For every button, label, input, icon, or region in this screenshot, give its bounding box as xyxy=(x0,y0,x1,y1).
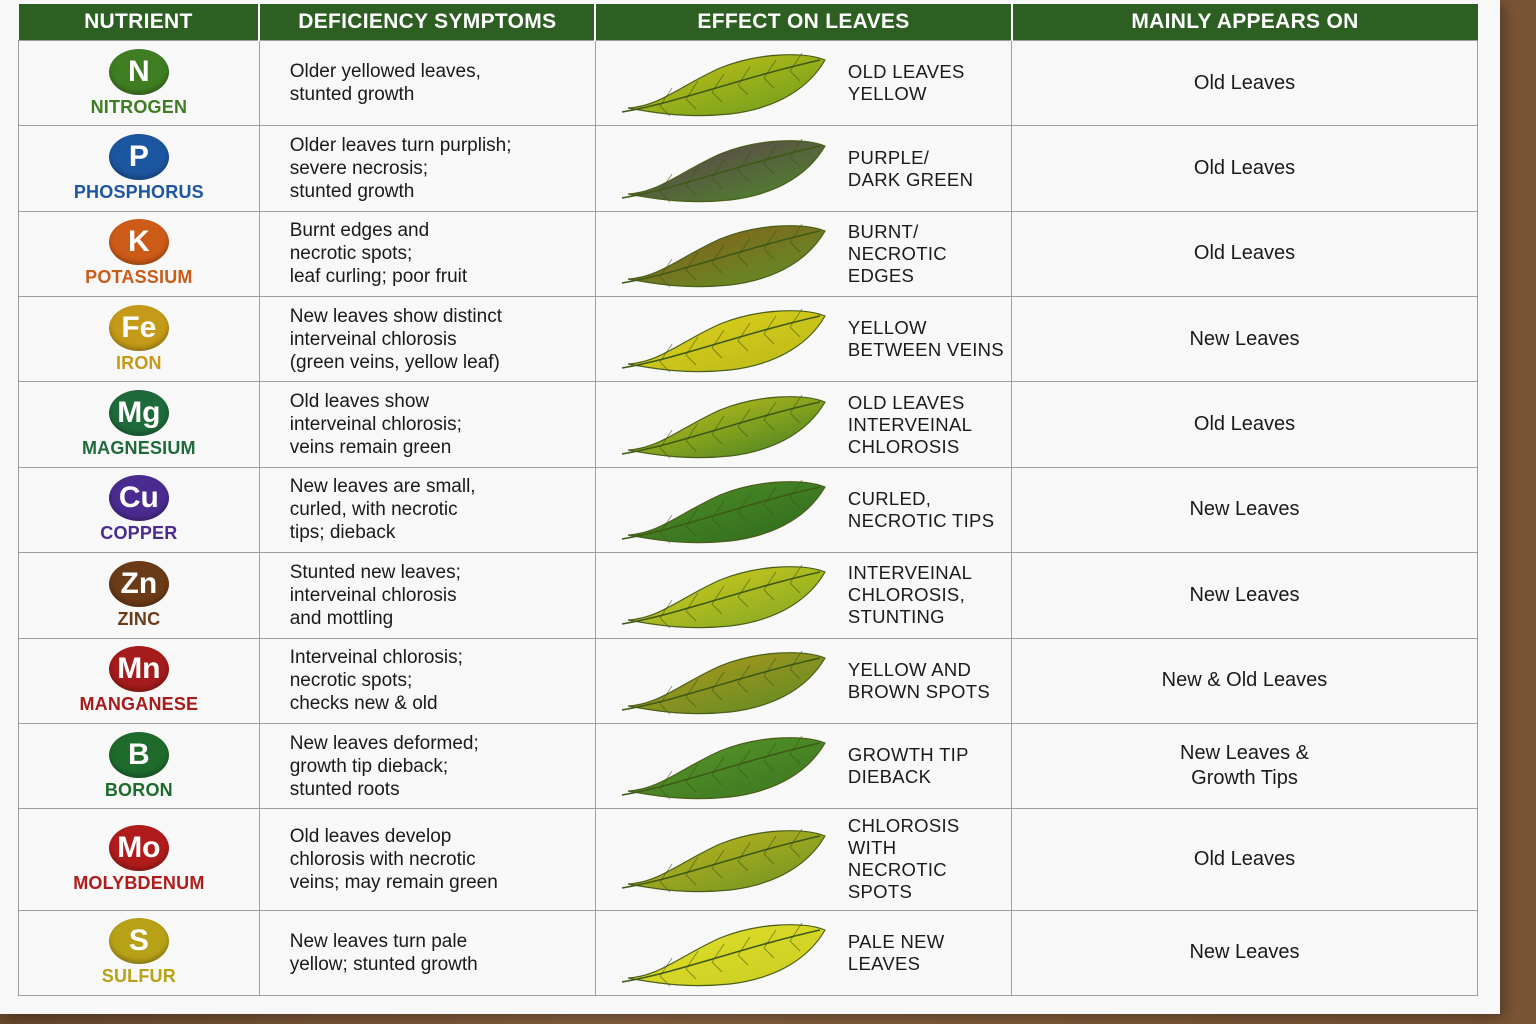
element-symbol-badge: Zn xyxy=(109,561,169,607)
effect-on-leaves-cell xyxy=(595,297,1011,382)
symptom-line: Burnt edges and xyxy=(289,220,430,242)
effect-line: YELLOW xyxy=(847,83,927,105)
effect-line: PURPLE/ xyxy=(847,146,930,168)
appears-on-line: Old Leaves xyxy=(1193,847,1296,870)
nutrient-name: MOLYBDENUM xyxy=(73,872,205,893)
symptom-line: interveinal chlorosis; xyxy=(289,414,462,436)
effect-description xyxy=(848,815,1011,903)
nutrient-cell xyxy=(19,211,260,296)
appears-on-line: New Leaves xyxy=(1189,941,1300,964)
symptom-line: New leaves turn pale xyxy=(289,930,468,952)
effect-line: CURLED, xyxy=(847,487,932,509)
element-symbol-badge: Mg xyxy=(109,390,169,436)
effect-line: CHLOROSIS, xyxy=(847,584,966,606)
deficiency-symptoms-cell xyxy=(259,211,595,296)
nutrient-name: SULFUR xyxy=(101,966,176,987)
effect-on-leaves-cell xyxy=(595,41,1011,126)
symptom-line: severe necrosis; xyxy=(289,158,429,180)
effect-description xyxy=(848,659,990,703)
effect-line: BETWEEN VEINS xyxy=(847,339,1004,361)
nutrient-name: BORON xyxy=(104,779,173,800)
effect-line: OLD LEAVES xyxy=(847,61,965,83)
effect-on-leaves-cell xyxy=(595,126,1011,211)
mainly-appears-on-cell xyxy=(1012,467,1478,552)
symptom-line: Older yellowed leaves, xyxy=(289,61,481,83)
effect-line: NECROTIC EDGES xyxy=(847,242,947,286)
header-row xyxy=(19,4,1478,41)
element-symbol-badge: Mo xyxy=(109,825,169,871)
deficiency-symptoms-cell xyxy=(259,382,595,467)
mainly-appears-on-cell xyxy=(1012,723,1478,808)
effect-line: INTERVEINAL xyxy=(847,413,973,435)
effect-on-leaves-cell xyxy=(595,211,1011,296)
deficiency-symptoms-cell xyxy=(259,910,595,995)
purple-green-leaf-icon xyxy=(620,132,830,206)
mainly-appears-on-cell xyxy=(1012,910,1478,995)
effect-line: YELLOW AND xyxy=(847,658,972,680)
mainly-appears-on-cell xyxy=(1012,553,1478,638)
nutrient-name: PHOSPHORUS xyxy=(73,182,204,203)
effect-on-leaves-cell xyxy=(595,553,1011,638)
table-row xyxy=(19,41,1478,126)
effect-on-leaves-cell xyxy=(595,467,1011,552)
element-symbol-badge: S xyxy=(109,918,169,964)
nutrient-name: IRON xyxy=(115,352,162,373)
deficiency-symptoms-cell xyxy=(259,638,595,723)
mainly-appears-on-cell xyxy=(1012,126,1478,211)
appears-on-line: Old Leaves xyxy=(1193,242,1296,265)
header-mainly-appears-on: MAINLY APPEARS ON xyxy=(1012,4,1478,41)
appears-on-line: New Leaves & xyxy=(1180,742,1309,765)
nutrient-cell xyxy=(19,809,260,910)
mainly-appears-on-cell xyxy=(1012,211,1478,296)
effect-description xyxy=(848,147,973,191)
burnt-edge-leaf-icon xyxy=(620,217,830,291)
pale-yellow-leaf-icon xyxy=(620,916,830,990)
symptom-line: Older leaves turn purplish; xyxy=(289,135,512,157)
element-symbol-badge: Mn xyxy=(109,646,169,692)
symptom-line: New leaves are small, xyxy=(289,476,476,498)
table-row xyxy=(19,382,1478,467)
effect-line: YELLOW xyxy=(847,317,927,339)
appears-on-line: New Leaves xyxy=(1189,327,1300,350)
nutrient-cell xyxy=(19,638,260,723)
symptom-line: necrotic spots; xyxy=(289,243,413,265)
symptom-line: chlorosis with necrotic xyxy=(289,848,476,870)
growth-tip-leaf-icon xyxy=(620,729,830,803)
element-symbol-badge: N xyxy=(109,49,169,95)
nutrient-name: MAGNESIUM xyxy=(81,438,196,459)
deficiency-symptoms-cell xyxy=(259,553,595,638)
mainly-appears-on-cell xyxy=(1012,297,1478,382)
nutrient-name: NITROGEN xyxy=(90,96,188,117)
nutrient-name: ZINC xyxy=(117,608,161,629)
header-deficiency-symptoms: DEFICIENCY SYMPTOMS xyxy=(259,4,595,41)
appears-on-line: New Leaves xyxy=(1189,498,1300,521)
effect-line: STUNTING xyxy=(847,606,945,628)
symptom-line: veins; may remain green xyxy=(289,871,498,893)
symptom-line: necrotic spots; xyxy=(289,670,413,692)
nutrient-name: COPPER xyxy=(100,523,178,544)
table-row xyxy=(19,126,1478,211)
effect-line: BROWN SPOTS xyxy=(847,680,990,702)
symptom-line: interveinal chlorosis xyxy=(289,328,457,350)
yellow-leaf-icon xyxy=(620,302,830,376)
effect-line: DIEBACK xyxy=(847,766,932,788)
effect-line: NECROTIC TIPS xyxy=(847,509,995,531)
symptom-line: Interveinal chlorosis; xyxy=(289,647,463,669)
effect-description xyxy=(848,931,945,975)
element-symbol-badge: Cu xyxy=(109,475,169,521)
nutrient-cell xyxy=(19,41,260,126)
symptom-line: stunted roots xyxy=(289,778,400,800)
symptom-line: yellow; stunted growth xyxy=(289,953,478,975)
symptom-line: stunted growth xyxy=(289,84,415,106)
nutrient-cell xyxy=(19,467,260,552)
symptom-line: Stunted new leaves; xyxy=(289,561,461,583)
nutrient-cell xyxy=(19,553,260,638)
appears-on-line: Old Leaves xyxy=(1193,71,1296,94)
mainly-appears-on-cell xyxy=(1012,382,1478,467)
chlorotic-spotted-leaf-icon xyxy=(620,822,830,896)
yellow-green-leaf-icon xyxy=(620,46,830,120)
effect-line: INTERVEINAL xyxy=(847,562,973,584)
deficiency-symptoms-cell xyxy=(259,41,595,126)
nutrient-name: MANGANESE xyxy=(79,694,199,715)
mainly-appears-on-cell xyxy=(1012,41,1478,126)
symptom-line: curled, with necrotic xyxy=(289,499,458,521)
symptom-line: tips; dieback xyxy=(289,522,396,544)
effect-on-leaves-cell xyxy=(595,638,1011,723)
spotted-leaf-icon xyxy=(620,644,830,718)
effect-description xyxy=(848,488,994,532)
appears-on-line: New & Old Leaves xyxy=(1161,669,1328,692)
symptom-line: New leaves show distinct xyxy=(289,305,502,327)
table-row xyxy=(19,809,1478,910)
table-row xyxy=(19,467,1478,552)
element-symbol-badge: Fe xyxy=(109,305,169,351)
curled-leaf-icon xyxy=(620,473,830,547)
appears-on-line: Old Leaves xyxy=(1193,157,1296,180)
appears-on-line: Old Leaves xyxy=(1193,413,1296,436)
effect-line: GROWTH TIP xyxy=(847,744,969,766)
effect-description xyxy=(848,744,969,788)
header-nutrient: NUTRIENT xyxy=(19,4,260,41)
interveinal-leaf-icon xyxy=(620,388,830,462)
table-row xyxy=(19,211,1478,296)
element-symbol-badge: K xyxy=(109,219,169,265)
header-effect-on-leaves: EFFECT ON LEAVES xyxy=(595,4,1011,41)
effect-description xyxy=(848,61,965,105)
mainly-appears-on-cell xyxy=(1012,809,1478,910)
effect-description xyxy=(848,562,972,628)
table-row xyxy=(19,638,1478,723)
effect-description xyxy=(848,221,1011,287)
nutrient-cell xyxy=(19,910,260,995)
symptom-line: growth tip dieback; xyxy=(289,755,449,777)
mainly-appears-on-cell xyxy=(1012,638,1478,723)
effect-on-leaves-cell xyxy=(595,910,1011,995)
symptom-line: leaf curling; poor fruit xyxy=(289,266,468,288)
effect-on-leaves-cell xyxy=(595,723,1011,808)
effect-line: CHLOROSIS xyxy=(847,435,960,457)
effect-line: OLD LEAVES xyxy=(847,391,965,413)
nutrient-cell xyxy=(19,382,260,467)
effect-description xyxy=(848,392,972,458)
table-row xyxy=(19,723,1478,808)
element-symbol-badge: P xyxy=(109,134,169,180)
table-row xyxy=(19,297,1478,382)
symptom-line: New leaves deformed; xyxy=(289,732,479,754)
effect-line: DARK GREEN xyxy=(847,168,974,190)
effect-line: PALE NEW xyxy=(847,930,945,952)
effect-line: BURNT/ xyxy=(847,220,919,242)
deficiency-symptoms-cell xyxy=(259,297,595,382)
effect-description xyxy=(848,317,1004,361)
symptom-line: Old leaves develop xyxy=(289,825,452,847)
deficiency-symptoms-cell xyxy=(259,723,595,808)
symptom-line: veins remain green xyxy=(289,437,452,459)
table-row xyxy=(19,553,1478,638)
deficiency-symptoms-cell xyxy=(259,467,595,552)
effect-on-leaves-cell xyxy=(595,382,1011,467)
symptom-line: and mottling xyxy=(289,607,394,629)
symptom-line: checks new & old xyxy=(289,693,438,715)
effect-on-leaves-cell xyxy=(595,809,1011,910)
mottled-yellow-leaf-icon xyxy=(620,558,830,632)
appears-on-line: New Leaves xyxy=(1189,583,1300,606)
effect-line: CHLOROSIS WITH xyxy=(847,815,960,859)
deficiency-symptoms-cell xyxy=(259,809,595,910)
effect-line: LEAVES xyxy=(847,952,921,974)
symptom-line: Old leaves show xyxy=(289,391,430,413)
nutrient-cell xyxy=(19,723,260,808)
nutrient-deficiency-table xyxy=(18,4,1478,996)
nutrient-cell xyxy=(19,126,260,211)
element-symbol-badge: B xyxy=(109,732,169,778)
effect-line: NECROTIC SPOTS xyxy=(847,859,947,903)
appears-on-line: Growth Tips xyxy=(1191,767,1298,790)
nutrient-cell xyxy=(19,297,260,382)
symptom-line: stunted growth xyxy=(289,181,415,203)
symptom-line: interveinal chlorosis xyxy=(289,584,457,606)
deficiency-symptoms-cell xyxy=(259,126,595,211)
symptom-line: (green veins, yellow leaf) xyxy=(289,351,500,373)
nutrient-name: POTASSIUM xyxy=(85,267,193,288)
table-row xyxy=(19,910,1478,995)
